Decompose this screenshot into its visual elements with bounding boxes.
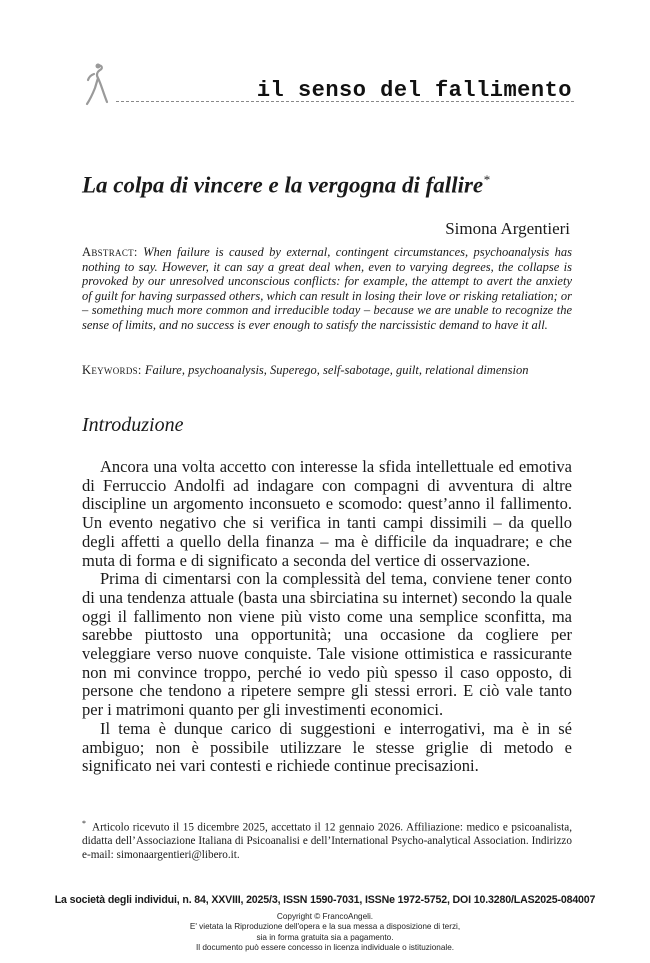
journal-citation: La società degli individui, n. 84, XXVIII, 2025/3, ISSN 1590-7031, ISSNe 1972-5752, DOI 10.3280/LAS2025-084007 (54, 894, 596, 906)
keywords-label: Keywords: (82, 363, 142, 377)
title-footnote-mark: * (483, 172, 490, 187)
footnote (82, 817, 572, 863)
footnote-text: Articolo ricevuto il 15 dicembre 2025, accettato il 12 gennaio 2026. Affiliazione: medico e psicoanalista, didatta dell’Associazione Italiana di Psicoanalisi e dell’International Psycho-analytical Association. Indirizzo e-mail: simonaargentieri@libero.it. (82, 821, 572, 861)
body-text (82, 458, 572, 776)
footnote-mark: * (82, 819, 86, 828)
abstract-label: Abstract: (82, 245, 138, 259)
copyright-line: E' vietata la Riproduzione dell'opera e la sua messa a disposizione di terzi, (189, 922, 461, 932)
article-title: La colpa di vincere e la vergogna di fallire* (82, 172, 490, 198)
copyright-notice (0, 912, 650, 954)
keywords (82, 363, 572, 378)
section-rubric: il senso del fallimento (256, 78, 572, 103)
paragraph: Il tema è dunque carico di suggestioni e interrogativi, ma è in sé ambiguo; non è possibile utilizzare le stesse griglie di metodo e significato nei vari contesti e richiede continue precisazioni. (82, 718, 572, 776)
dancer-figure-icon (82, 62, 112, 108)
copyright-line: sia in forma gratuita sia a pagamento. (256, 932, 394, 942)
author-name: Simona Argentieri (445, 219, 570, 238)
abstract (82, 245, 572, 333)
copyright-line: Il documento può essere concesso in licenza individuale o istituzionale. (195, 943, 455, 953)
section-heading: Introduzione (82, 414, 184, 436)
paragraph: Prima di cimentarsi con la complessità del tema, conviene tener conto di una tendenza attuale (basta una sbirciatina su internet) secondo la quale oggi il fallimento non viene più visto come una semplice sconfitta, ma sarebbe piuttosto una opportunità; una occasione da cogliere per veleggiare verso nuove conquiste. Tale visione ottimistica e rassicurante non mi convince troppo, perché io vedo più spesso il caso opposto, di persone che tendono a ripetere sempre gli stessi errori. E ciò vale tanto per i matrimoni quanto per gli investimenti economici. (82, 569, 572, 720)
abstract-text: When failure is caused by external, contingent circumstances, psychoanalysis has nothing to say. However, it can say a great deal when, even to varying degrees, the collapse is provoked by our unresolved unconscious conflicts: for example, the attempt to avert the anxiety of guilt for having surpassed others, which can result in losing their love or risking retaliation; or – something much more common and irreducible today – because we are unable to recognize the sense of limits, and no success is ever enough to satisfy the narcissistic demand to have it all. (82, 245, 572, 332)
paragraph: Ancora una volta accetto con interesse la sfida intellettuale ed emotiva di Ferruccio Andolfi ad indagare con compagni di avventura di altre discipline un argomento inconsueto e scomodo: quest’anno il fallimento. Un evento negativo che si verifica in tanti campi dissimili – da quello degli affetti a quello della finanza – ma è difficile da inquadrare; e che muta di forma e di significato a seconda del vertice di osservazione. (82, 457, 572, 570)
header-rule (116, 101, 574, 102)
running-header (82, 60, 574, 110)
copyright-line: Copyright © FrancoAngeli. (276, 912, 374, 921)
keywords-text: Failure, psychoanalysis, Superego, self-sabotage, guilt, relational dimension (144, 363, 529, 377)
